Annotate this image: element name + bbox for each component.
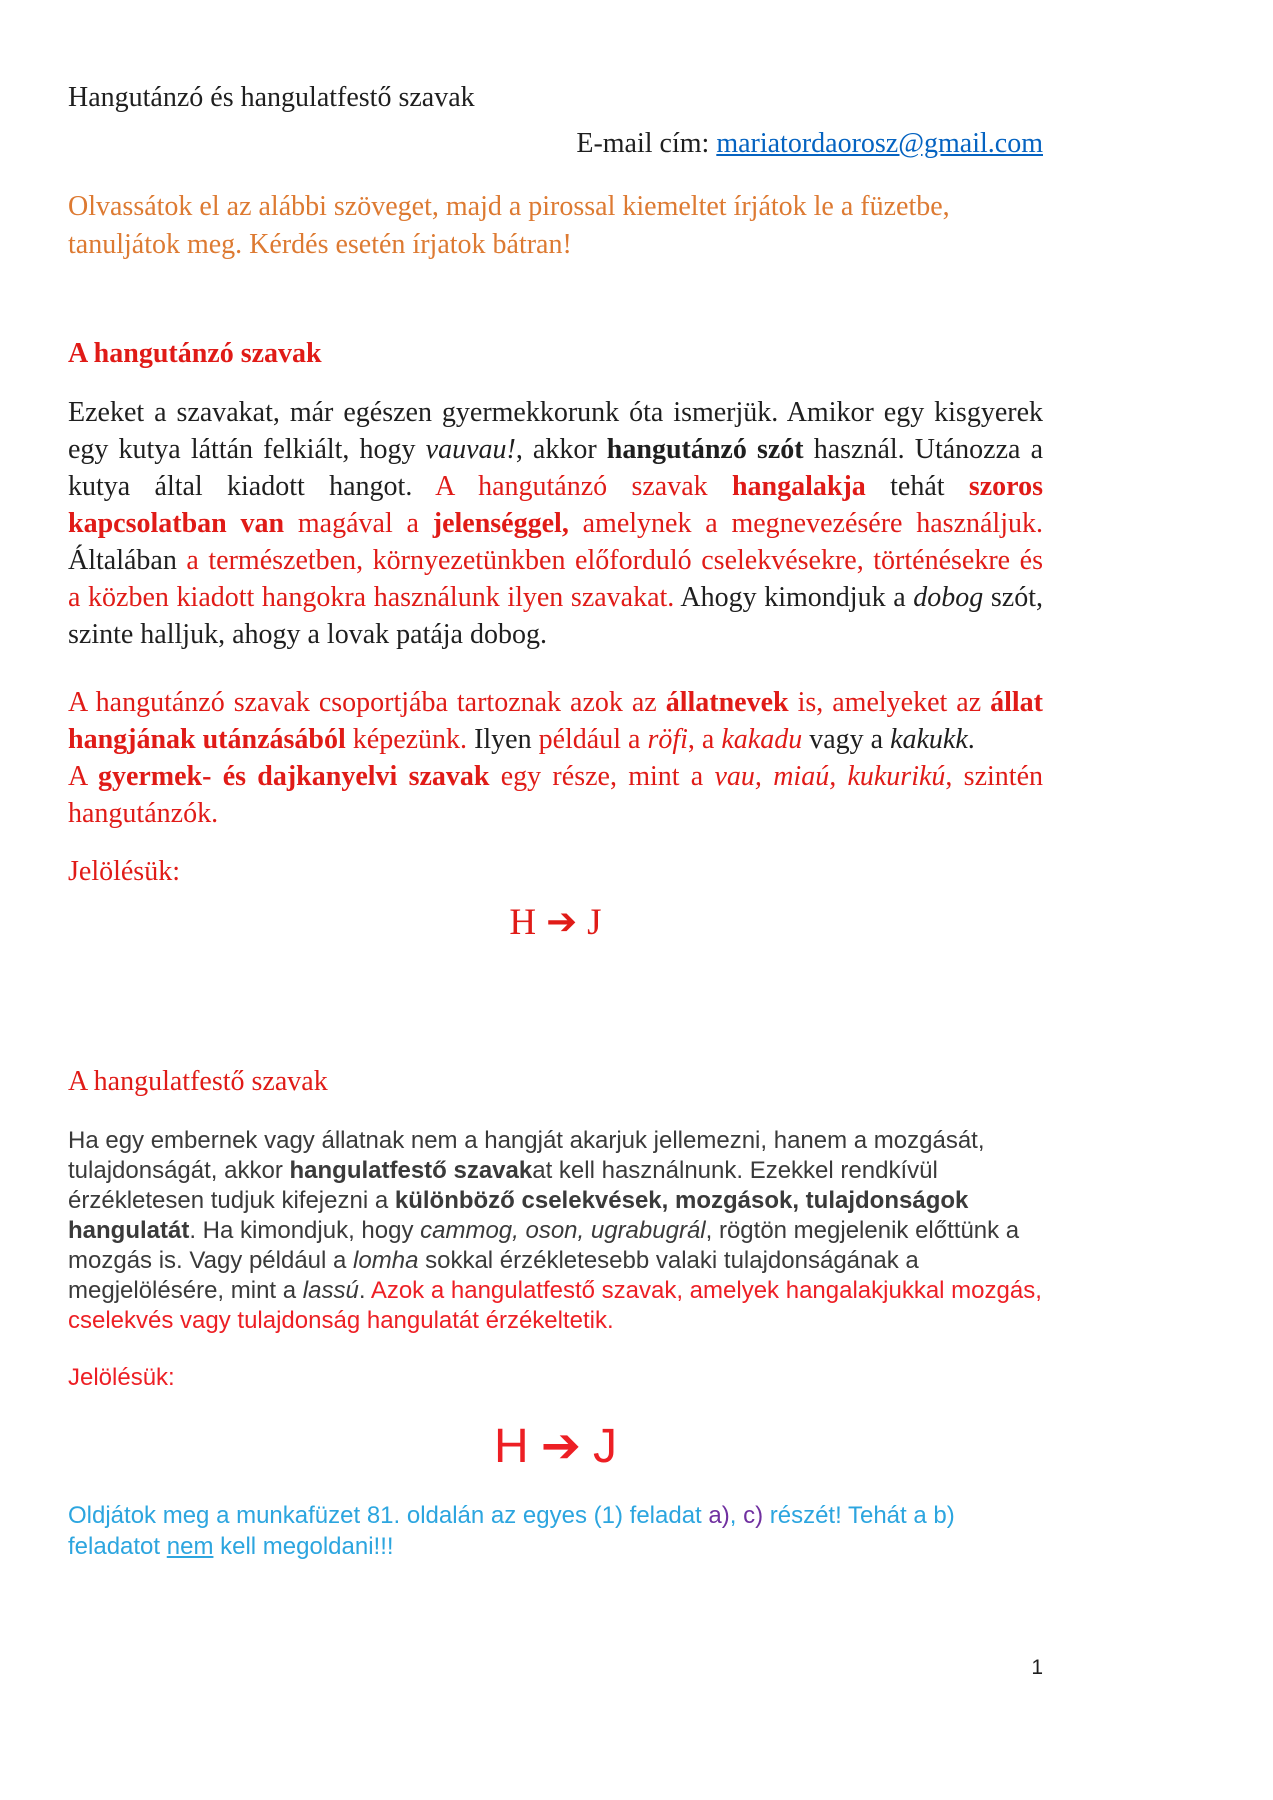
notation-formula-1 [68,900,1043,944]
text-run: , akkor [515,434,607,465]
text-run: szoros kapcsolatban van [68,471,1043,539]
text-run: Ha egy embernek vagy állatnak nem a hangját akarjuk jellemezni, hanem a mozgását, tulajdonságát, akkor [68,1127,985,1184]
page-number: 1 [1031,1656,1043,1679]
text-run: lomha [353,1247,419,1274]
text-run: különböző cselekvések, mozgások, tulajdonságok hangulatát [68,1187,969,1244]
text-run: . Ha kimondjuk, hogy [189,1217,421,1244]
text-run: is, amelyeket az [788,687,991,718]
section1-paragraph1 [68,394,1043,653]
notation-formula-2 [68,1418,1043,1474]
text-run: c) [743,1502,764,1529]
section1-paragraph2 [68,684,1043,832]
text-run: dobog [913,582,984,613]
text-run: röfi [647,724,688,755]
text-run: részét! Tehát a b) feladatot [68,1502,955,1560]
text-run: vauvau! [425,434,516,465]
text-run: kakadu [721,724,803,755]
text-run: Ahogy kimondjuk a [680,582,914,613]
text-run: jelenséggel, [432,508,569,539]
text-run: at kell használnunk. Ezekkel rendkívül érzékletesen tudjuk kifejezni a [68,1157,938,1214]
text-run: lassú [302,1277,359,1304]
document-title: Hangutánzó és hangulatfestő szavak [68,82,475,113]
text-run: egy része, mint a [489,761,715,792]
text-run: , rögtön megjelenik előttünk a mozgás is. Vagy például a [68,1217,1020,1274]
right-arrow-icon: ➔ [546,900,578,943]
text-run: a természetben, környezetünkben előforduló cselekvésekre, történésekre és a közben kiadott hangokra használunk ilyen szavakat. [68,545,1043,613]
text-run: a) [708,1502,730,1529]
section1-notation-label: Jelölésük: [68,856,180,887]
text-run: hangalakja [731,471,866,502]
section2-paragraph [68,1126,1043,1336]
notation-h: H [509,902,537,943]
text-run: kell megoldani!!! [213,1533,394,1560]
text-run: állat hangjának utánzásából [68,687,1043,755]
text-run: vagy a [802,724,891,755]
text-run: A hangutánzó szavak csoportjába tartoznak azok az [68,687,666,718]
text-run: kakukk [890,724,968,755]
text-run: képezünk. [345,724,475,755]
right-arrow-icon: ➔ [540,1418,581,1474]
text-run: amelynek a megnevezésére használjuk. [568,508,1043,539]
homework-note [68,1500,1043,1562]
text-run: Azok a hangulatfestő szavak, amelyek hangalakjukkal mozgás, cselekvés vagy tulajdonság hangulatát érzékeltetik. [68,1277,1042,1334]
text-run: , [729,1502,744,1529]
text-run: Ezeket a szavakat, már egészen gyermekkorunk óta ismerjük. Amikor egy kisgyerek egy kutya láttán felkiált, hogy [68,397,1043,465]
notation-j: J [592,1420,617,1473]
text-run: gyermek- és dajkanyelvi szavak [97,761,490,792]
text-run: magával a [284,508,433,539]
section2-heading: A hangulatfestő szavak [68,1066,328,1097]
text-run: cammog, oson, ugrabugrál [420,1217,706,1244]
text-run: nem [166,1533,214,1560]
email-line [68,128,1043,160]
text-run: Általában [68,545,177,576]
notation-j: J [587,902,602,943]
text-run: Oldjátok meg a munkafüzet 81. oldalán az egyes (1) feladat [68,1502,709,1529]
text-run: , a [687,724,722,755]
email-label: E-mail cím: [576,128,717,159]
text-run: A hangutánzó szavak [435,471,732,502]
text-run: szót, szinte halljuk, ahogy a lovak patája dobog. [68,582,1043,650]
text-run: sokkal érzékletesebb valaki tulajdonságának a megjelölésére, mint a [68,1247,919,1304]
email-link[interactable]: mariatordaorosz@gmail.com [716,128,1043,159]
section1-heading: A hangutánzó szavak [68,338,322,369]
text-run: A [68,761,98,792]
text-run: állatnevek [665,687,789,718]
text-run: hangulatfestő szavak [289,1157,533,1184]
text-run: , szintén hangutánzók. [68,761,1043,829]
text-run: . [358,1277,371,1304]
text-run: hangutánzó szót [606,434,804,465]
notation-h: H [494,1420,529,1473]
intro-instruction: Olvassátok el az alábbi szöveget, majd a pirossal kiemeltet írjátok le a füzetbe, tanuljátok meg. Kérdés esetén írjatok bátran! [68,191,950,260]
text-run: tehát [865,471,969,502]
text-run: Ilyen [474,724,539,755]
text-run: vau, miaú, kukurikú [714,761,946,792]
section2-notation-label: Jelölésük: [68,1364,175,1391]
text-run: . [967,724,975,755]
text-run: például a [538,724,648,755]
text-run: használ. Utánozza a kutya által kiadott hangot. [68,434,1043,502]
